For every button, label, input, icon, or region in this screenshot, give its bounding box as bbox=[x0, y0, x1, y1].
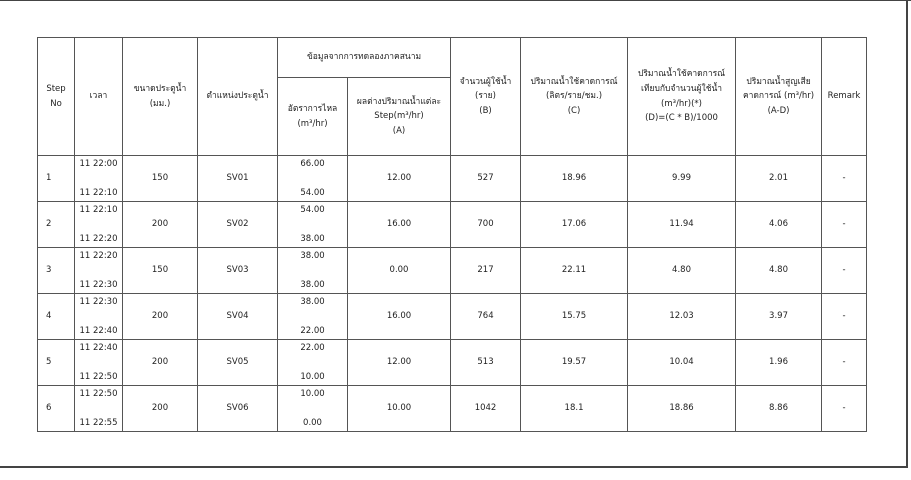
cell-remark: - bbox=[822, 202, 867, 248]
frame-top-line bbox=[0, 0, 911, 1]
frame-right-line bbox=[906, 0, 908, 468]
cell-remark: - bbox=[822, 156, 867, 202]
header-step: Step No bbox=[38, 38, 75, 156]
cell-flow-rate: 54.00 38.00 bbox=[278, 202, 348, 248]
cell-step: 4 bbox=[38, 294, 75, 340]
cell-flow-rate: 38.00 22.00 bbox=[278, 294, 348, 340]
cell-flow-rate: 66.00 54.00 bbox=[278, 156, 348, 202]
header-time: เวลา bbox=[75, 38, 123, 156]
table-row bbox=[38, 156, 867, 202]
cell-step: 1 bbox=[38, 156, 75, 202]
cell-valve-size: 200 bbox=[123, 340, 198, 386]
cell-expected-loss: 3.97 bbox=[736, 294, 822, 340]
cell-flow-rate: 10.00 0.00 bbox=[278, 386, 348, 432]
table-row bbox=[38, 386, 867, 432]
table-row bbox=[38, 202, 867, 248]
header-flow-rate: อัตราการไหล (m³/hr) bbox=[278, 78, 348, 156]
cell-expected-use: 18.96 bbox=[521, 156, 628, 202]
cell-expected-loss: 2.01 bbox=[736, 156, 822, 202]
cell-flow-diff: 0.00 bbox=[348, 248, 451, 294]
header-valve-position: ตำแหน่งประตูน้ำ bbox=[198, 38, 278, 156]
cell-users: 700 bbox=[451, 202, 521, 248]
cell-valve: SV01 bbox=[198, 156, 278, 202]
cell-valve: SV02 bbox=[198, 202, 278, 248]
cell-flow-diff: 12.00 bbox=[348, 340, 451, 386]
cell-time: 11 22:10 11 22:20 bbox=[75, 202, 123, 248]
cell-expected-loss: 8.86 bbox=[736, 386, 822, 432]
header-expected-total: ปริมาณน้ำใช้คาดการณ์ เทียบกับจำนวนผู้ใช้น้ำ (m³/hr)(*) (D)=(C * B)/1000 bbox=[628, 38, 736, 156]
header-remark: Remark bbox=[822, 38, 867, 156]
cell-flow-rate: 38.00 38.00 bbox=[278, 248, 348, 294]
cell-remark: - bbox=[822, 248, 867, 294]
cell-valve-size: 150 bbox=[123, 156, 198, 202]
cell-step: 3 bbox=[38, 248, 75, 294]
table-row bbox=[38, 294, 867, 340]
cell-expected-total: 11.94 bbox=[628, 202, 736, 248]
cell-expected-use: 15.75 bbox=[521, 294, 628, 340]
cell-valve: SV05 bbox=[198, 340, 278, 386]
cell-step: 5 bbox=[38, 340, 75, 386]
cell-flow-diff: 16.00 bbox=[348, 294, 451, 340]
cell-valve: SV03 bbox=[198, 248, 278, 294]
cell-remark: - bbox=[822, 294, 867, 340]
cell-expected-loss: 4.80 bbox=[736, 248, 822, 294]
cell-users: 1042 bbox=[451, 386, 521, 432]
frame-bottom-line bbox=[0, 466, 906, 468]
header-users: จำนวนผู้ใช้น้ำ (ราย) (B) bbox=[451, 38, 521, 156]
cell-remark: - bbox=[822, 340, 867, 386]
cell-expected-use: 19.57 bbox=[521, 340, 628, 386]
cell-users: 217 bbox=[451, 248, 521, 294]
cell-step: 2 bbox=[38, 202, 75, 248]
table-row bbox=[38, 340, 867, 386]
cell-time: 11 22:00 11 22:10 bbox=[75, 156, 123, 202]
cell-valve-size: 200 bbox=[123, 294, 198, 340]
cell-users: 527 bbox=[451, 156, 521, 202]
cell-expected-use: 18.1 bbox=[521, 386, 628, 432]
header-valve-size: ขนาดประตูน้ำ (มม.) bbox=[123, 38, 198, 156]
cell-users: 764 bbox=[451, 294, 521, 340]
cell-expected-total: 9.99 bbox=[628, 156, 736, 202]
cell-users: 513 bbox=[451, 340, 521, 386]
header-field-group: ข้อมูลจากการทดลองภาคสนาม bbox=[278, 38, 451, 78]
cell-valve-size: 200 bbox=[123, 202, 198, 248]
cell-expected-total: 10.04 bbox=[628, 340, 736, 386]
cell-step: 6 bbox=[38, 386, 75, 432]
cell-expected-total: 4.80 bbox=[628, 248, 736, 294]
cell-time: 11 22:30 11 22:40 bbox=[75, 294, 123, 340]
cell-expected-loss: 4.06 bbox=[736, 202, 822, 248]
cell-time: 11 22:40 11 22:50 bbox=[75, 340, 123, 386]
cell-valve: SV04 bbox=[198, 294, 278, 340]
table-row bbox=[38, 248, 867, 294]
cell-expected-total: 18.86 bbox=[628, 386, 736, 432]
cell-expected-use: 17.06 bbox=[521, 202, 628, 248]
cell-valve-size: 200 bbox=[123, 386, 198, 432]
cell-expected-use: 22.11 bbox=[521, 248, 628, 294]
cell-time: 11 22:50 11 22:55 bbox=[75, 386, 123, 432]
cell-valve-size: 150 bbox=[123, 248, 198, 294]
cell-remark: - bbox=[822, 386, 867, 432]
loss-test-table bbox=[37, 37, 867, 432]
cell-time: 11 22:20 11 22:30 bbox=[75, 248, 123, 294]
cell-valve: SV06 bbox=[198, 386, 278, 432]
cell-flow-diff: 12.00 bbox=[348, 156, 451, 202]
header-expected-loss: ปริมาณน้ำสูญเสีย คาดการณ์ (m³/hr) (A-D) bbox=[736, 38, 822, 156]
header-expected-use: ปริมาณน้ำใช้คาดการณ์ (ลิตร/ราย/ชม.) (C) bbox=[521, 38, 628, 156]
cell-expected-total: 12.03 bbox=[628, 294, 736, 340]
header-flow-diff: ผลต่างปริมาณน้ำแต่ละ Step(m³/hr) (A) bbox=[348, 78, 451, 156]
cell-flow-rate: 22.00 10.00 bbox=[278, 340, 348, 386]
cell-flow-diff: 10.00 bbox=[348, 386, 451, 432]
cell-flow-diff: 16.00 bbox=[348, 202, 451, 248]
cell-expected-loss: 1.96 bbox=[736, 340, 822, 386]
